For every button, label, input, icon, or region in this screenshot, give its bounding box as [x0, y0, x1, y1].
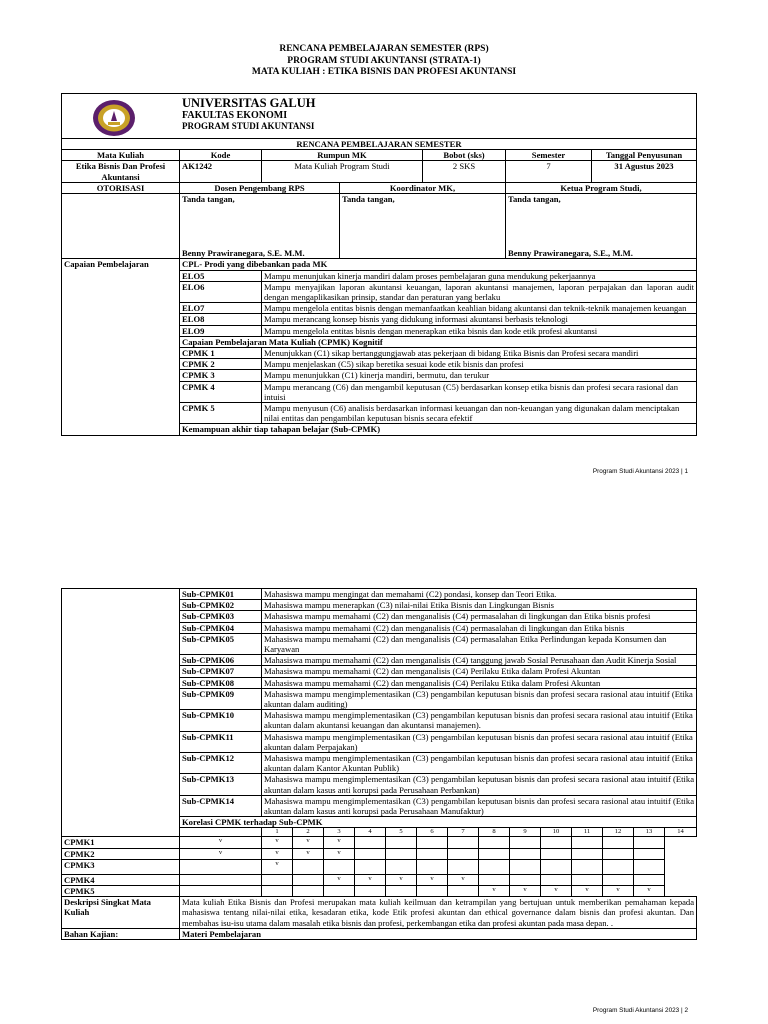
korelasi-cell — [572, 837, 603, 848]
sub-cpmk-table — [61, 588, 697, 940]
korelasi-cell: v — [180, 837, 262, 848]
signature-box-dosen — [180, 194, 340, 259]
korelasi-row-label: CPMK1 — [62, 837, 180, 848]
otorisasi-blank — [62, 194, 180, 259]
korelasi-cell — [262, 886, 293, 897]
cpmk-text: Mampu menyusun (C6) analisis berdasarkan informasi keuangan dan non-keuangan yang digunakan dalam menciptakan nilai entitas dan pengambilan keputusan bisnis secara efektif — [262, 403, 697, 424]
sub-cpmk-code: Sub-CPMK05 — [180, 633, 262, 654]
korelasi-col: 3 — [324, 828, 355, 837]
korelasi-col: 12 — [603, 828, 634, 837]
institution-header — [62, 94, 697, 139]
korelasi-cell — [448, 848, 479, 859]
signature-box-ketua — [506, 194, 697, 259]
value-bobot: 2 SKS — [423, 161, 506, 182]
capaian-label: Capaian Pembelajaran — [62, 259, 180, 435]
sub-cpmk-code: Sub-CPMK13 — [180, 774, 262, 795]
korelasi-cell: v — [324, 874, 355, 885]
korelasi-col: 5 — [386, 828, 417, 837]
korelasi-col: 2 — [293, 828, 324, 837]
korelasi-cell — [541, 837, 572, 848]
korelasi-row — [62, 874, 697, 885]
cpl-heading: CPL- Prodi yang dibebankan pada MK — [180, 259, 697, 270]
role-ketua: Ketua Program Studi, — [506, 182, 697, 193]
korelasi-cell — [510, 848, 541, 859]
page-1 — [0, 0, 768, 500]
header-line-1: RENCANA PEMBELAJARAN SEMESTER (RPS) — [279, 44, 489, 54]
korelasi-cell: v — [510, 886, 541, 897]
value-semester: 7 — [506, 161, 592, 182]
sub-cpmk-text: Mahasiswa mampu memahami (C2) dan menganalisis (C4) permasalahan di lingkungan dan Etika bisnis profesi — [262, 611, 697, 622]
header-line-3: MATA KULIAH : ETIKA BISNIS DAN PROFESI AKUNTANSI — [251, 67, 517, 77]
page-footer-1: Program Studi Akuntansi 2023 | 1 — [592, 468, 688, 475]
elo-code: ELO7 — [180, 303, 262, 314]
korelasi-cell: v — [572, 886, 603, 897]
korelasi-cell: v — [324, 848, 355, 859]
korelasi-row — [62, 859, 697, 874]
page-footer-2: Program Studi Akuntansi 2023 | 2 — [592, 1007, 688, 1014]
sign-label: Tanda tangan, — [342, 194, 395, 205]
role-dosen: Dosen Pengembang RPS — [180, 182, 340, 193]
korelasi-cell: v — [293, 848, 324, 859]
korelasi-cell — [541, 859, 572, 874]
korelasi-cell — [572, 874, 603, 885]
elo-text: Mampu merancang konsep bisnis yang didukung informasi akuntansi berbasis teknologi — [262, 314, 697, 325]
sub-cpmk-text: Mahasiswa mampu memahami (C2) dan menganalisis (C4) Perilaku Etika dalam Profesi Akuntan — [262, 677, 697, 688]
korelasi-cell — [479, 874, 510, 885]
korelasi-col: 7 — [448, 828, 479, 837]
value-kode: AK1242 — [180, 161, 262, 182]
cpmk-code: CPMK 3 — [180, 370, 262, 381]
elo-text: Mampu menyajikan laporan akuntansi keuangan, laporan akuntansi manajemen, laporan perpajakan dan laporan audit dengan mengaplikasikan prinsip, standar dan peraturan yang berlaku — [262, 281, 697, 302]
korelasi-cell — [572, 848, 603, 859]
sub-cpmk-text: Mahasiswa mampu mengimplementasikan (C3) pengambilan keputusan bisnis dan profesi secara rasional atau intuitif (Etika akuntan dalam kasus anti korupsi pada Perusahaan Manufaktur) — [262, 795, 697, 816]
korelasi-cell — [572, 859, 603, 874]
otorisasi-label: OTORISASI — [62, 182, 180, 193]
korelasi-cell: v — [634, 886, 665, 897]
korelasi-cell: v — [180, 848, 262, 859]
cpmk-heading: Capaian Pembelajaran Mata Kuliah (CPMK) Kognitif — [180, 336, 697, 347]
header-kode: Kode — [180, 150, 262, 161]
cpmk-text: Mampu menunjukkan (C1) kinerja mandiri, bermutu, dan terukur — [262, 370, 697, 381]
sub-cpmk-code: Sub-CPMK03 — [180, 611, 262, 622]
sub-cpmk-text: Mahasiswa mampu mengingat dan memahami (C2) pondasi, konsep dan Teori Etika. — [262, 589, 697, 600]
sub-cpmk-text: Mahasiswa mampu memahami (C2) dan menganalisis (C4) permasalahan di lingkungan dan Etika bisnis — [262, 622, 697, 633]
faculty-name: FAKULTAS EKONOMI — [182, 110, 288, 121]
korelasi-cell — [634, 874, 665, 885]
materi-pembelajaran: Materi Pembelajaran — [180, 928, 697, 939]
korelasi-cell — [417, 886, 448, 897]
korelasi-cell — [180, 874, 262, 885]
korelasi-cell: v — [293, 837, 324, 848]
university-name: UNIVERSITAS GALUH — [182, 96, 316, 110]
elo-text: Mampu menunjukan kinerja mandiri dalam proses pembelajaran guna mendukung pekerjaannya — [262, 270, 697, 281]
header-line-2: PROGRAM STUDI AKUNTANSI (STRATA-1) — [287, 55, 481, 66]
korelasi-row — [62, 848, 697, 859]
deskripsi-label: Deskripsi Singkat Mata Kuliah — [62, 897, 180, 929]
korelasi-cell — [541, 874, 572, 885]
sub-cpmk-text: Mahasiswa mampu mengimplementasikan (C3) pengambilan keputusan bisnis dan profesi secara rasional atau intuitif (Etika akuntan dalam kasus anti korupsi pada Perusahaan Perbankan) — [262, 774, 697, 795]
signer-name-dosen: Benny Prawiranegara, S.E. M.M. — [182, 248, 305, 259]
elo-text: Mampu mengelola entitas bisnis dengan menerapkan etika bisnis dan kode etik profesi akuntansi — [262, 325, 697, 336]
korelasi-cell — [180, 859, 262, 874]
korelasi-col: 4 — [355, 828, 386, 837]
sub-cpmk-text: Mahasiswa mampu memahami (C2) dan menganalisis (C4) Perilaku Etika dalam Profesi Akuntan — [262, 666, 697, 677]
sub-cpmk-code: Sub-CPMK02 — [180, 600, 262, 611]
sub-cpmk-code: Sub-CPMK10 — [180, 710, 262, 731]
korelasi-cell — [510, 859, 541, 874]
sub-cpmk-code: Sub-CPMK07 — [180, 666, 262, 677]
korelasi-cell: v — [262, 837, 293, 848]
korelasi-corner — [180, 828, 262, 837]
sub-cpmk-text: Mahasiswa mampu memahami (C2) dan menganalisis (C4) tanggung jawab Sosial Perusahaan dan Audit Kinerja Sosial — [262, 655, 697, 666]
deskripsi-text: Mata kuliah Etika Bisnis dan Profesi merupakan mata kuliah keilmuan dan ketrampilan yang bertujuan untuk memberikan pemahaman kepada mahasiswa tentang nilai-nilai etika, kesadaran etika, kode Etik profesi akuntan dan ethical governance dalam bisnis dan profesi akuntan. Dan membahas isu-isu utama dalam masalah etika bisnis dan profesi, perkembangan etika dan profesi akuntan pada masa depan. . — [180, 897, 697, 929]
korelasi-cell — [417, 848, 448, 859]
korelasi-row-label: CPMK3 — [62, 859, 180, 874]
korelasi-cell — [355, 837, 386, 848]
korelasi-cell — [355, 859, 386, 874]
korelasi-col: 11 — [572, 828, 603, 837]
page-2 — [0, 500, 768, 1024]
korelasi-cell — [386, 859, 417, 874]
korelasi-cell — [634, 859, 665, 874]
cpmk-code: CPMK 2 — [180, 359, 262, 370]
elo-code: ELO6 — [180, 281, 262, 302]
signer-name-ketua: Benny Prawiranegara, S.E., M.M. — [508, 248, 633, 259]
sub-cpmk-heading: Kemampuan akhir tiap tahapan belajar (Sub-CPMK) — [180, 424, 697, 435]
korelasi-col: 9 — [510, 828, 541, 837]
korelasi-cell — [386, 837, 417, 848]
header-mata-kuliah: Mata Kuliah — [62, 150, 180, 161]
korelasi-cell — [603, 837, 634, 848]
sub-cpmk-code: Sub-CPMK11 — [180, 731, 262, 752]
korelasi-cell: v — [479, 886, 510, 897]
korelasi-cell: v — [541, 886, 572, 897]
korelasi-cell — [541, 848, 572, 859]
korelasi-heading: Korelasi CPMK terhadap Sub-CPMK — [180, 817, 697, 828]
korelasi-cell — [448, 859, 479, 874]
korelasi-cell — [448, 837, 479, 848]
korelasi-cell — [603, 874, 634, 885]
korelasi-cell — [417, 859, 448, 874]
signature-box-koordinator — [340, 194, 506, 259]
sub-cpmk-code: Sub-CPMK09 — [180, 688, 262, 709]
korelasi-cell — [262, 874, 293, 885]
korelasi-row-label: CPMK4 — [62, 874, 180, 885]
bahan-kajian-label: Bahan Kajian: — [62, 928, 180, 939]
elo-code: ELO8 — [180, 314, 262, 325]
cpmk-text: Mampu menjelaskan (C5) sikap beretika sesuai kode etik bisnis dan profesi — [262, 359, 697, 370]
korelasi-cell: v — [262, 848, 293, 859]
korelasi-cell — [634, 848, 665, 859]
rps-title: RENCANA PEMBELAJARAN SEMESTER — [62, 139, 697, 150]
cpmk-code: CPMK 4 — [180, 381, 262, 402]
value-tanggal: 31 Agustus 2023 — [592, 161, 697, 182]
korelasi-cell — [386, 886, 417, 897]
sub-cpmk-text: Mahasiswa mampu mengimplementasikan (C3) pengambilan keputusan bisnis dan profesi secara rasional atau intuitif (Etika akuntan dalam Perpajakan) — [262, 731, 697, 752]
korelasi-cell — [448, 886, 479, 897]
header-tanggal: Tanggal Penyusunan — [592, 150, 697, 161]
korelasi-cell — [293, 874, 324, 885]
cpmk-text: Menunjukkan (C1) sikap bertanggungjawab atas pekerjaan di bidang Etika Bisnis dan Profesi secara mandiri — [262, 348, 697, 359]
sub-cpmk-text: Mahasiswa mampu mengimplementasikan (C3) pengambilan keputusan bisnis dan profesi secara rasional atau intuitif (Etika akuntan dalam akuntansi keuangan dan akuntansi manajemen). — [262, 710, 697, 731]
korelasi-cell — [293, 859, 324, 874]
korelasi-cell — [355, 886, 386, 897]
korelasi-cell — [603, 848, 634, 859]
korelasi-cell — [417, 837, 448, 848]
sub-cpmk-code: Sub-CPMK06 — [180, 655, 262, 666]
korelasi-cell: v — [386, 874, 417, 885]
elo-code: ELO5 — [180, 270, 262, 281]
sub-cpmk-code: Sub-CPMK01 — [180, 589, 262, 600]
sub-cpmk-text: Mahasiswa mampu memahami (C2) dan menganalisis (C4) permasalahan Etika Perlindungan kepada Konsumen dan Karyawan — [262, 633, 697, 654]
sub-cpmk-code: Sub-CPMK14 — [180, 795, 262, 816]
sub-cpmk-text: Mahasiswa mampu mengimplementasikan (C3) pengambilan keputusan bisnis dan profesi secara rasional atau intuitif (Etika akuntan dalam Kantor Akuntan Publik) — [262, 753, 697, 774]
korelasi-cell — [355, 848, 386, 859]
korelasi-col: 8 — [479, 828, 510, 837]
korelasi-cell: v — [324, 837, 355, 848]
sub-cpmk-left-blank — [62, 589, 180, 837]
korelasi-cell — [634, 837, 665, 848]
korelasi-cell — [479, 848, 510, 859]
header-semester: Semester — [506, 150, 592, 161]
sign-label: Tanda tangan, — [508, 194, 561, 205]
sub-cpmk-code: Sub-CPMK08 — [180, 677, 262, 688]
sub-cpmk-code: Sub-CPMK04 — [180, 622, 262, 633]
korelasi-col: 13 — [634, 828, 665, 837]
korelasi-row-label: CPMK2 — [62, 848, 180, 859]
program-name: PROGRAM STUDI AKUNTANSI — [182, 121, 315, 131]
korelasi-cell — [324, 859, 355, 874]
korelasi-cell — [510, 837, 541, 848]
korelasi-row — [62, 837, 697, 848]
korelasi-cell: v — [603, 886, 634, 897]
korelasi-col: 14 — [665, 828, 697, 837]
korelasi-cell — [180, 886, 262, 897]
korelasi-cell: v — [417, 874, 448, 885]
korelasi-cell — [386, 848, 417, 859]
elo-text: Mampu mengelola entitas bisnis dengan memanfaatkan keahlian bidang akuntansi dan teknik-teknik manajemen keuangan — [262, 303, 697, 314]
sub-cpmk-text: Mahasiswa mampu menerapkan (C3) nilai-nilai Etika Bisnis dan Lingkungan Bisnis — [262, 600, 697, 611]
sub-cpmk-text: Mahasiswa mampu mengimplementasikan (C3) pengambilan keputusan bisnis dan profesi secara rasional atau intuitif (Etika akuntan dalam auditing) — [262, 688, 697, 709]
sign-label: Tanda tangan, — [182, 194, 235, 205]
korelasi-cell — [293, 886, 324, 897]
cpmk-text: Mampu merancang (C6) dan mengambil keputusan (C5) berdasarkan konsep etika bisnis dan profesi secara rasional dan intuisi — [262, 381, 697, 402]
elo-code: ELO9 — [180, 325, 262, 336]
cpmk-code: CPMK 1 — [180, 348, 262, 359]
korelasi-col: 6 — [417, 828, 448, 837]
university-logo-icon — [92, 99, 136, 137]
korelasi-cell — [603, 859, 634, 874]
korelasi-cell: v — [448, 874, 479, 885]
sub-cpmk-code: Sub-CPMK12 — [180, 753, 262, 774]
rps-table — [61, 93, 697, 436]
value-mata-kuliah: Etika Bisnis Dan Profesi Akuntansi — [62, 161, 180, 182]
header-rumpun: Rumpun MK — [262, 150, 423, 161]
korelasi-cell — [510, 874, 541, 885]
header-bobot: Bobot (sks) — [423, 150, 506, 161]
korelasi-col: 10 — [541, 828, 572, 837]
korelasi-row — [62, 886, 697, 897]
korelasi-col: 1 — [262, 828, 293, 837]
korelasi-cell: v — [355, 874, 386, 885]
korelasi-cell — [479, 837, 510, 848]
korelasi-row-label: CPMK5 — [62, 886, 180, 897]
role-koordinator: Koordinator MK, — [340, 182, 506, 193]
document-header — [0, 44, 768, 79]
value-rumpun: Mata Kuliah Program Studi — [262, 161, 423, 182]
korelasi-cell — [324, 886, 355, 897]
korelasi-cell: v — [262, 859, 293, 874]
cpmk-code: CPMK 5 — [180, 403, 262, 424]
korelasi-cell — [479, 859, 510, 874]
